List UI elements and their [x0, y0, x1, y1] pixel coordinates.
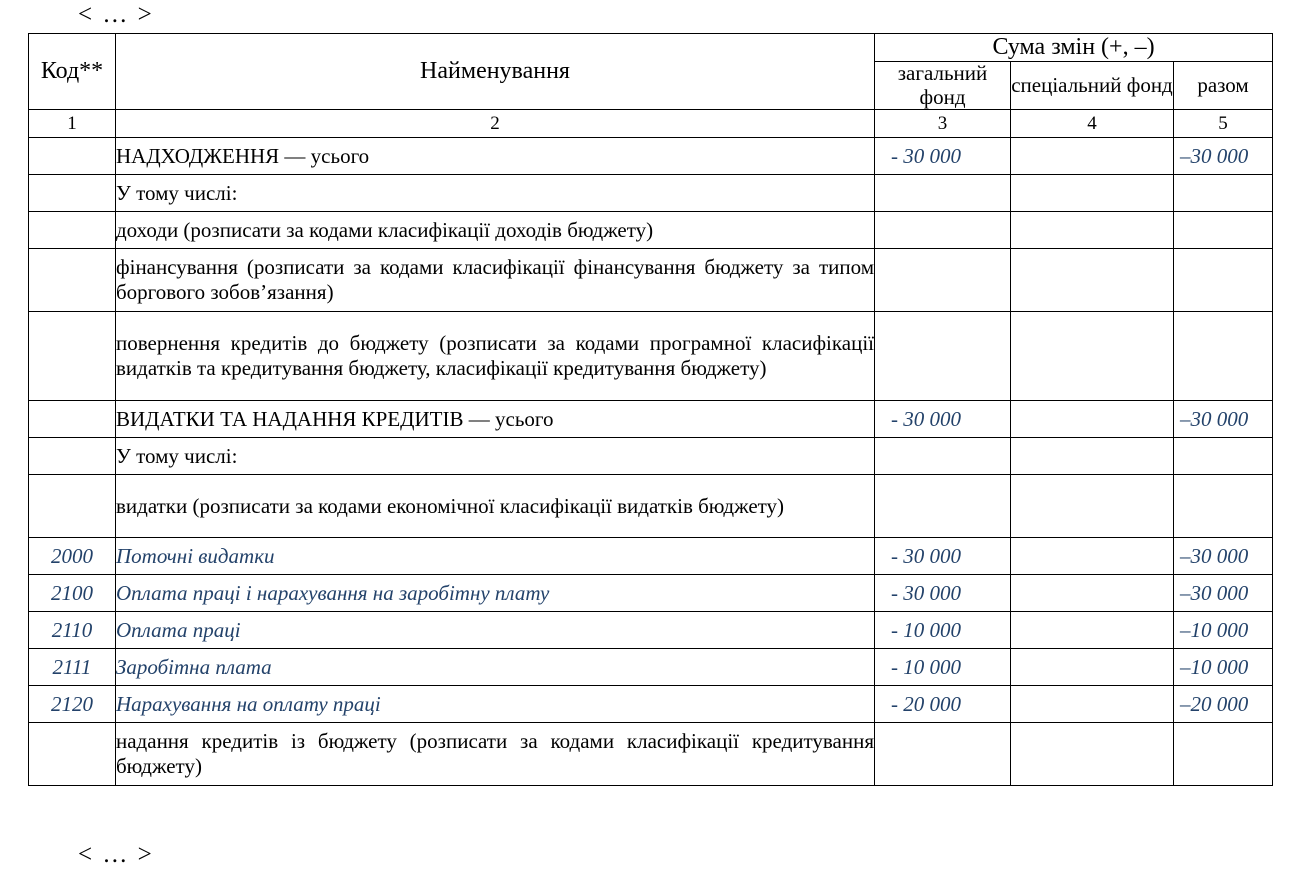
table-body — [29, 138, 1273, 786]
cell-special-fund — [1011, 249, 1174, 312]
cell-code: 2000 — [29, 538, 116, 575]
cell-code — [29, 138, 116, 175]
cell-name: Заробітна плата — [116, 649, 875, 686]
table-row — [29, 249, 1273, 312]
table-row — [29, 649, 1273, 686]
column-number-3: 3 — [875, 110, 1011, 138]
header-special-fund: спеціальний фонд — [1011, 62, 1174, 110]
table-row — [29, 575, 1273, 612]
cell-general-fund: - 30 000 — [875, 575, 1011, 612]
cell-total — [1174, 312, 1273, 401]
cell-code: 2111 — [29, 649, 116, 686]
header-code: Код** — [29, 34, 116, 110]
cell-total: –30 000 — [1174, 538, 1273, 575]
column-number-row — [29, 110, 1273, 138]
cell-special-fund — [1011, 538, 1174, 575]
cell-name: Оплата праці і нарахування на заробітну плату — [116, 575, 875, 612]
budget-changes-table — [28, 33, 1273, 786]
table-row — [29, 175, 1273, 212]
header-row-primary — [29, 34, 1273, 62]
header-general-fund: загальний фонд — [875, 62, 1011, 110]
cell-special-fund — [1011, 175, 1174, 212]
table-row — [29, 475, 1273, 538]
cell-special-fund — [1011, 649, 1174, 686]
cell-total: –30 000 — [1174, 575, 1273, 612]
cell-total — [1174, 475, 1273, 538]
cell-general-fund: - 30 000 — [875, 401, 1011, 438]
cell-special-fund — [1011, 612, 1174, 649]
cell-code — [29, 249, 116, 312]
cell-general-fund — [875, 723, 1011, 786]
cell-special-fund — [1011, 438, 1174, 475]
cell-total — [1174, 249, 1273, 312]
cell-general-fund: - 10 000 — [875, 649, 1011, 686]
cell-special-fund — [1011, 475, 1174, 538]
cell-name: повернення кредитів до бюджету (розписати за кодами програмної класифікації видатків та кредитування бюджету, класифікації кредитування бюджету) — [116, 312, 875, 401]
cell-total: –10 000 — [1174, 612, 1273, 649]
cell-total — [1174, 438, 1273, 475]
cell-name: видатки (розписати за кодами економічної класифікації видатків бюджету) — [116, 475, 875, 538]
cell-code — [29, 401, 116, 438]
table-row — [29, 723, 1273, 786]
header-name: Найменування — [116, 34, 875, 110]
column-number-5: 5 — [1174, 110, 1273, 138]
cell-special-fund — [1011, 138, 1174, 175]
cell-general-fund — [875, 175, 1011, 212]
cell-general-fund: - 30 000 — [875, 138, 1011, 175]
cell-total: –30 000 — [1174, 138, 1273, 175]
table-row — [29, 312, 1273, 401]
header-total: разом — [1174, 62, 1273, 110]
bottom-ellipsis-marker: < … > — [78, 841, 154, 868]
cell-special-fund — [1011, 575, 1174, 612]
cell-name: фінансування (розписати за кодами класифікації фінансування бюджету за типом боргового зобов’язання) — [116, 249, 875, 312]
cell-code — [29, 175, 116, 212]
table-row — [29, 138, 1273, 175]
cell-general-fund — [875, 249, 1011, 312]
table-row — [29, 212, 1273, 249]
cell-code — [29, 212, 116, 249]
cell-special-fund — [1011, 312, 1174, 401]
cell-name: доходи (розписати за кодами класифікації доходів бюджету) — [116, 212, 875, 249]
column-number-1: 1 — [29, 110, 116, 138]
cell-general-fund: - 30 000 — [875, 538, 1011, 575]
cell-code — [29, 723, 116, 786]
cell-special-fund — [1011, 212, 1174, 249]
header-sum-group: Сума змін (+, –) — [875, 34, 1273, 62]
cell-special-fund — [1011, 686, 1174, 723]
table-row — [29, 401, 1273, 438]
cell-code — [29, 438, 116, 475]
cell-special-fund — [1011, 401, 1174, 438]
cell-general-fund: - 20 000 — [875, 686, 1011, 723]
cell-code — [29, 312, 116, 401]
cell-total — [1174, 723, 1273, 786]
table-row — [29, 686, 1273, 723]
cell-name: НАДХОДЖЕННЯ — усього — [116, 138, 875, 175]
cell-code: 2100 — [29, 575, 116, 612]
cell-name: У тому числі: — [116, 438, 875, 475]
cell-name: Нарахування на оплату праці — [116, 686, 875, 723]
cell-name: Поточні видатки — [116, 538, 875, 575]
cell-general-fund — [875, 312, 1011, 401]
cell-total: –30 000 — [1174, 401, 1273, 438]
column-number-2: 2 — [116, 110, 875, 138]
cell-name: надання кредитів із бюджету (розписати за кодами класифікації кредитування бюджету) — [116, 723, 875, 786]
top-ellipsis-marker: < … > — [78, 1, 154, 28]
cell-general-fund — [875, 212, 1011, 249]
column-number-4: 4 — [1011, 110, 1174, 138]
cell-general-fund — [875, 438, 1011, 475]
table-header — [29, 34, 1273, 138]
table-row — [29, 538, 1273, 575]
cell-name: ВИДАТКИ ТА НАДАННЯ КРЕДИТІВ — усього — [116, 401, 875, 438]
cell-total: –10 000 — [1174, 649, 1273, 686]
cell-name: У тому числі: — [116, 175, 875, 212]
table-row — [29, 612, 1273, 649]
cell-general-fund: - 10 000 — [875, 612, 1011, 649]
cell-total: –20 000 — [1174, 686, 1273, 723]
cell-code: 2120 — [29, 686, 116, 723]
cell-code: 2110 — [29, 612, 116, 649]
cell-total — [1174, 175, 1273, 212]
cell-general-fund — [875, 475, 1011, 538]
cell-special-fund — [1011, 723, 1174, 786]
cell-name: Оплата праці — [116, 612, 875, 649]
cell-total — [1174, 212, 1273, 249]
cell-code — [29, 475, 116, 538]
table-row — [29, 438, 1273, 475]
